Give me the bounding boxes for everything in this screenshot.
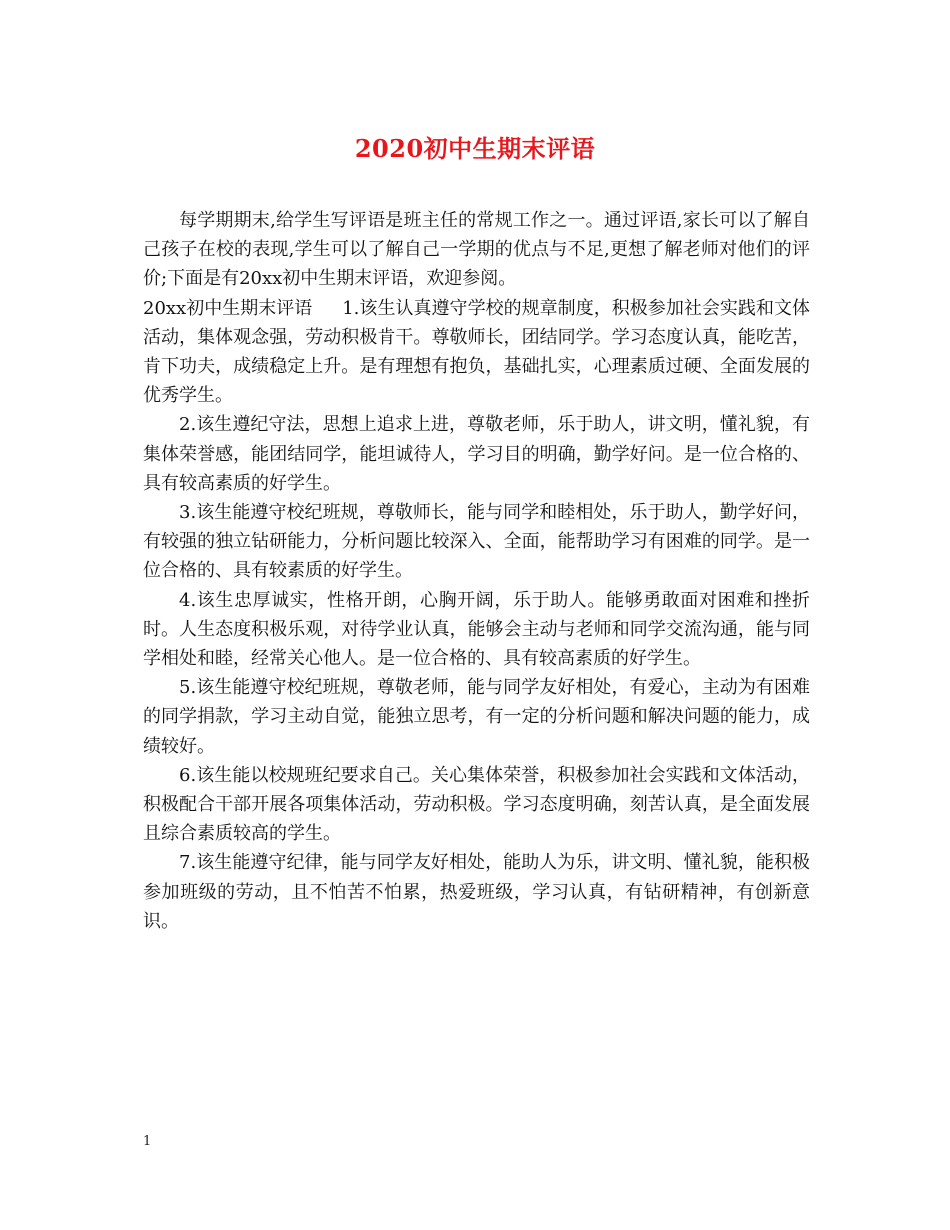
comment-5: 5.该生能遵守校纪班规，尊敬老师，能与同学友好相处，有爱心，主动为有困难的同学捐款，学习主动自觉，能独立思考，有一定的分析问题和解决问题的能力，成绩较好。 — [143, 677, 810, 757]
document-body — [143, 206, 810, 936]
section-label: 20xx初中生期末评语 — [143, 297, 313, 319]
comment-4: 4.该生忠厚诚实，性格开朗，心胸开阔，乐于助人。能够勇敢面对困难和挫折时。人生态度积极乐观，对待学业认真，能够会主动与老师和同学交流沟通，能与同学相处和睦，经常关心他人。是一位合格的、具有较高素质的好学生。 — [143, 589, 810, 670]
comment-1: 1.该生认真遵守学校的规章制度，积极参加社会实践和文体活动，集体观念强，劳动积极肯干。尊敬师长，团结同学。学习态度认真，能吃苦，肯下功夫，成绩稳定上升。是有理想有抱负，基础扎实，心理素质过硬、全面发展的优秀学生。 — [143, 297, 810, 407]
page-number: 1 — [143, 1134, 152, 1149]
first-comment-paragraph — [143, 294, 810, 411]
comment-2: 2.该生遵纪守法，思想上追求上进，尊敬老师，乐于助人，讲文明，懂礼貌，有集体荣誉感，能团结同学，能坦诚待人，学习目的明确，勤学好问。是一位合格的、具有较高素质的好学生。 — [143, 414, 810, 494]
comment-6: 6.该生能以校规班纪要求自己。关心集体荣誉，积极参加社会实践和文体活动，积极配合干部开展各项集体活动，劳动积极。学习态度明确，刻苦认真，是全面发展且综合素质较高的学生。 — [143, 764, 810, 845]
intro-paragraph: 每学期期末,给学生写评语是班主任的常规工作之一。通过评语,家长可以了解自己孩子在校的表现,学生可以了解自己一学期的优点与不足,更想了解老师对他们的评价;下面是有20xx初中生期末评语，欢迎参阅。 — [143, 210, 810, 290]
comment-3: 3.该生能遵守校纪班规，尊敬师长，能与同学和睦相处，乐于助人，勤学好问，有较强的独立钻研能力，分析问题比较深入、全面，能帮助学习有困难的同学。是一位合格的、具有较素质的好学生。 — [143, 502, 810, 582]
comment-7: 7.该生能遵守纪律，能与同学友好相处，能助人为乐，讲文明、懂礼貌，能积极参加班级的劳动，且不怕苦不怕累，热爱班级，学习认真，有钻研精神，有创新意识。 — [143, 852, 810, 932]
document-title: 2020初中生期末评语 — [354, 134, 596, 163]
